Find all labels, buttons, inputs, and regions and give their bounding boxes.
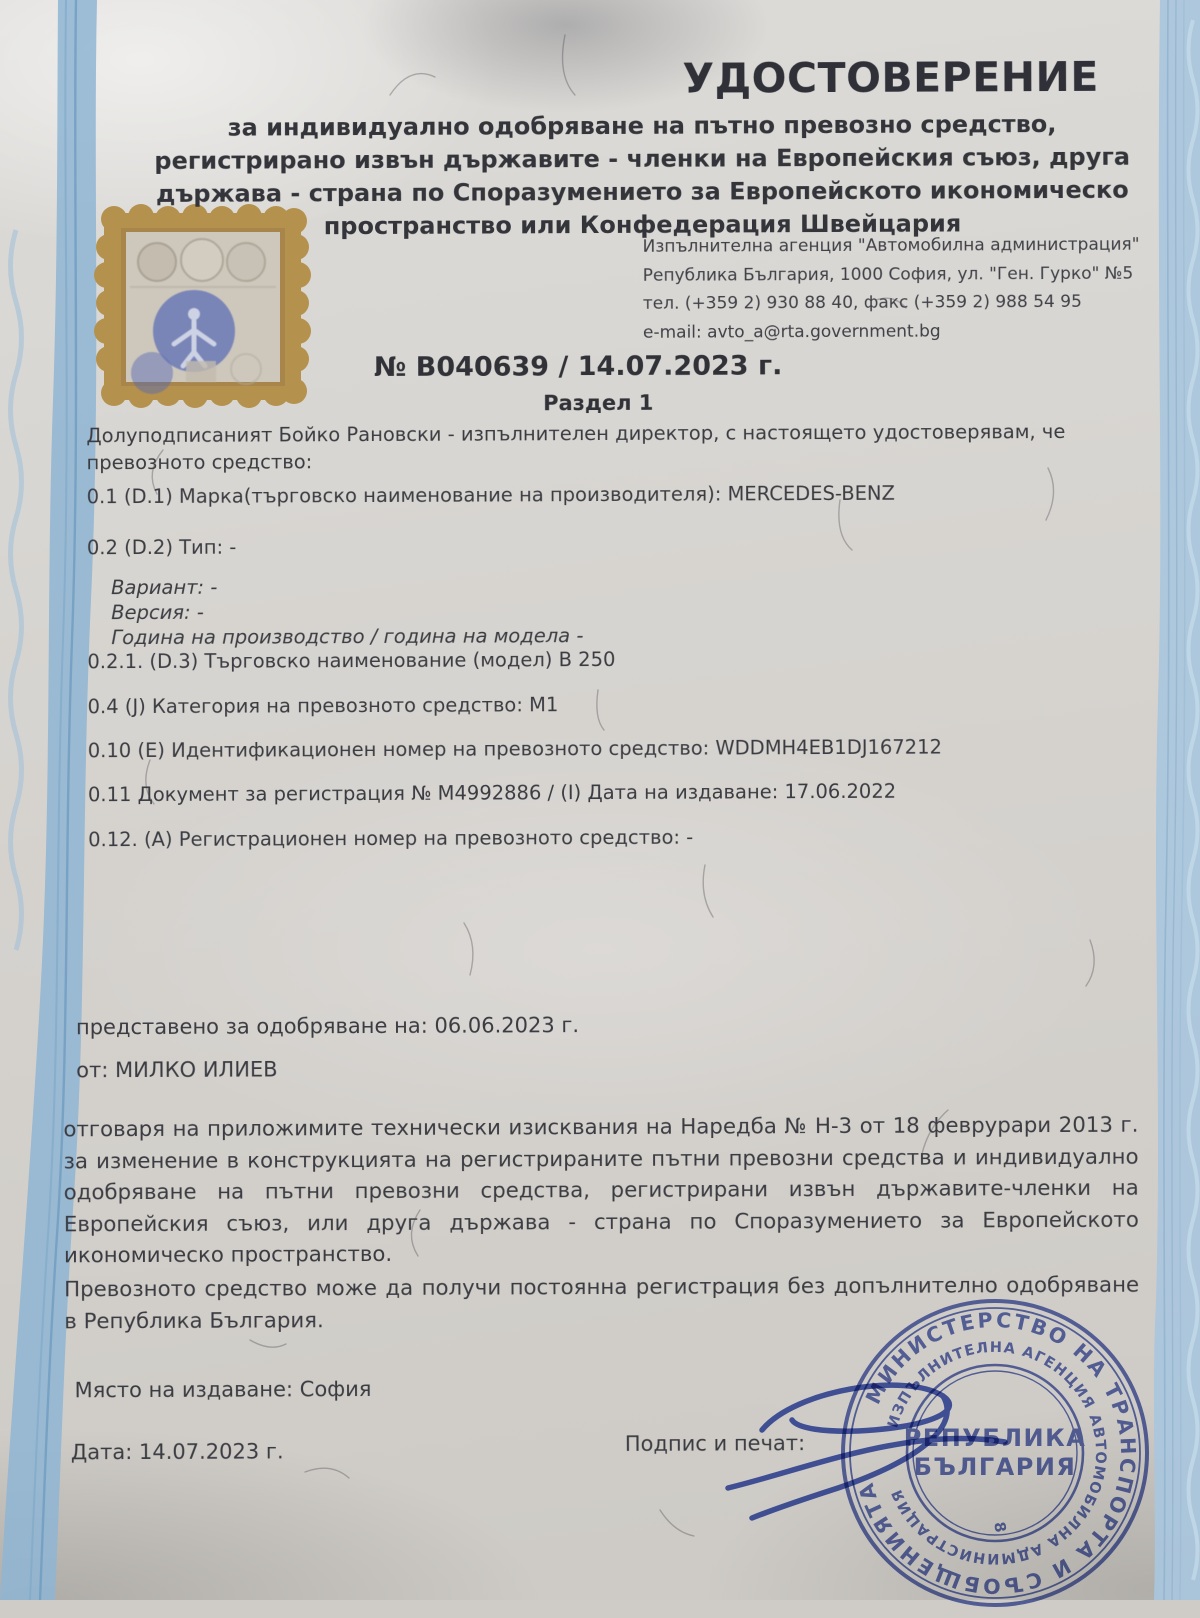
document-subtitle	[147, 108, 1138, 244]
field-variant: Вариант: -	[111, 575, 218, 600]
field-reg-document: 0.11 Документ за регистрация № M4992886 / (I) Дата на издаване: 17.06.2022	[87, 779, 897, 807]
stamp-center-line2: БЪЛГАРИЯ	[913, 1453, 1077, 1481]
field-model: 0.2.1. (D.3) Търговско наименование (модел) B 250	[87, 647, 616, 674]
signature	[700, 1360, 1070, 1540]
issue-date: Дата: 14.07.2023 г.	[70, 1439, 284, 1465]
field-type: 0.2 (D.2) Тип: -	[86, 535, 237, 560]
agency-name: Изпълнителна агенция "Автомобилна администрация"	[642, 234, 1140, 257]
subtitle-line: за индивидуално одобряване на пътно превозно средство,	[227, 110, 1057, 142]
stamp-number: 8	[990, 1520, 1010, 1534]
agency-info	[643, 231, 1140, 347]
presented-date-line: представено за одобряване на: 06.06.2023 г.	[75, 1013, 580, 1040]
place-of-issue: Място на издаване: София	[74, 1377, 372, 1403]
certificate-number: № B040639 / 14.07.2023 г.	[373, 350, 783, 383]
presented-by-line: от: МИЛКО ИЛИЕВ	[76, 1057, 278, 1083]
agency-email: e-mail: avto_a@rta.government.bg	[642, 321, 941, 343]
stamp-center-line1: РЕПУБЛИКА	[903, 1424, 1087, 1452]
agency-address: Република България, 1000 София, ул. "Ген. Гурко" №5	[642, 263, 1134, 286]
subtitle-line: държава - страна по Споразумението за Европейското икономическо	[155, 175, 1129, 208]
registration-paragraph: Превозното средство може да получи постоянна регистрация без допълнително одобряване в Република България.	[64, 1272, 1140, 1334]
subtitle-line: пространство или Конфедерация Швейцария	[323, 209, 962, 241]
field-version: Версия: -	[111, 600, 204, 625]
section-heading: Раздел 1	[543, 390, 654, 416]
stamp-inner-ring-text: ИЗПЪЛНИТЕЛНА АГЕНЦИЯ АВТОМОБИЛНА АДМИНИСТРАЦИЯ	[885, 1339, 1109, 1567]
stamp-outer-ring-text: МИНИСТЕРСТВО НА ТРАНСПОРТА И СЪОБЩЕНИЯТА	[853, 1307, 1141, 1599]
subtitle-line: регистрирано извън държавите - членки на Европейския съюз, друга	[154, 142, 1131, 175]
document-title: УДОСТОВЕРЕНИЕ	[682, 52, 1099, 103]
compliance-paragraph: отговаря на приложимите технически изисквания на Наредба № Н-3 от 18 феврурари 2013 г. за изменение в конструкцията на регистрираните пътни превозни средства и индивидуално одобряване на пътни превозни средства, регистрирани извън държавите-членки на Европейския съюз, или друга държава - страна по Споразумението за Европейското икономическо пространство.	[63, 1112, 1139, 1269]
field-vin: 0.10 (E) Идентификационен номер на превозното средство: WDDMH4EB1DJ167212	[87, 735, 942, 763]
field-brand: 0.1 (D.1) Марка(търговско наименование на производителя): MERCEDES-BENZ	[86, 481, 895, 509]
intro-paragraph: Долуподписаният Бойко Рановски - изпълнителен директор, с настоящето удостоверявам, че превозното средство:	[86, 419, 1066, 475]
field-category: 0.4 (J) Категория на превозното средство: M1	[87, 693, 559, 719]
agency-phone: тел. (+359 2) 930 88 40, факс (+359 2) 988 54 95	[642, 291, 1082, 314]
signature-label: Подпис и печат:	[624, 1431, 806, 1456]
field-year: Година на производство / година на модела -	[111, 624, 584, 650]
field-reg-number: 0.12. (A) Регистрационен номер на превозното средство: -	[88, 825, 694, 852]
